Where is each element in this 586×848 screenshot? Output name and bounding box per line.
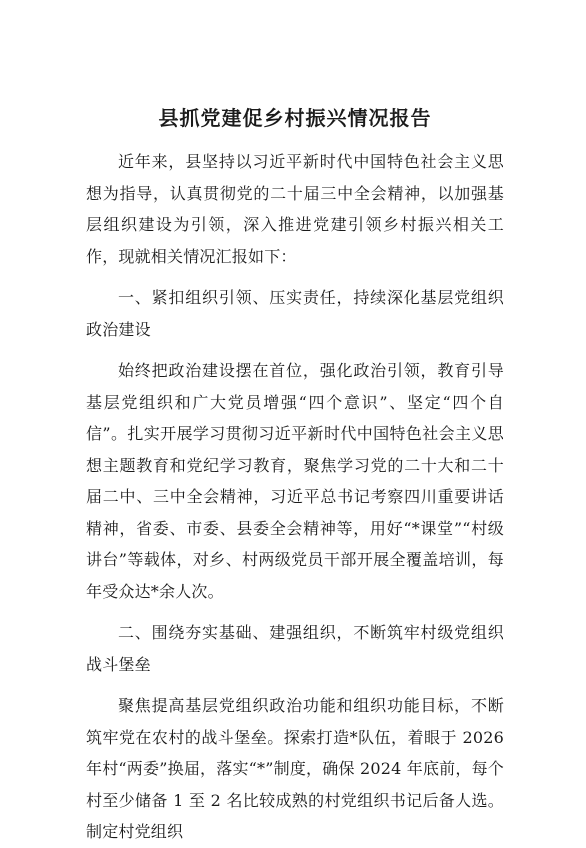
section-2-heading: 二、围绕夯实基础、建强组织，不断筑牢村级党组织战斗堡垒 [86, 623, 504, 674]
section-2-body: 聚焦提高基层党组织政治功能和组织功能目标，不断筑牢党在农村的战斗堡垒。探索打造*队伍，着眼于 2026 年村“两委”换届，落实“*”制度，确保 2024 年底前，每个村至少储备 1 至 2 名比较成熟的村党组织书记后备人选。制定村党组织 [86, 696, 504, 841]
section-1-body: 始终把政治建设摆在首位，强化政治引领，教育引导基层党组织和广大党员增强“四个意识”、坚定“四个自信”。扎实开展学习贯彻习近平新时代中国特色社会主义思想主题教育和党纪学习教育，聚焦学习党的二十大和二十届二中、三中全会精神，习近平总书记考察四川重要讲话精神，省委、市委、县委全会精神等，用好“*课堂”“村级讲台”等载体，对乡、村两级党员干部开展全覆盖培训，每年受众达*余人次。 [86, 361, 504, 601]
intro-paragraph: 近年来，县坚持以习近平新时代中国特色社会主义思想为指导，认真贯彻党的二十届三中全会精神，以加强基层组织建设为引领，深入推进党建引领乡村振兴相关工作，现就相关情况汇报如下： [86, 152, 504, 266]
section-1-heading: 一、紧扣组织引领、压实责任，持续深化基层党组织政治建设 [86, 288, 504, 339]
document-title: 县抓党建促乡村振兴情况报告 [158, 106, 432, 130]
